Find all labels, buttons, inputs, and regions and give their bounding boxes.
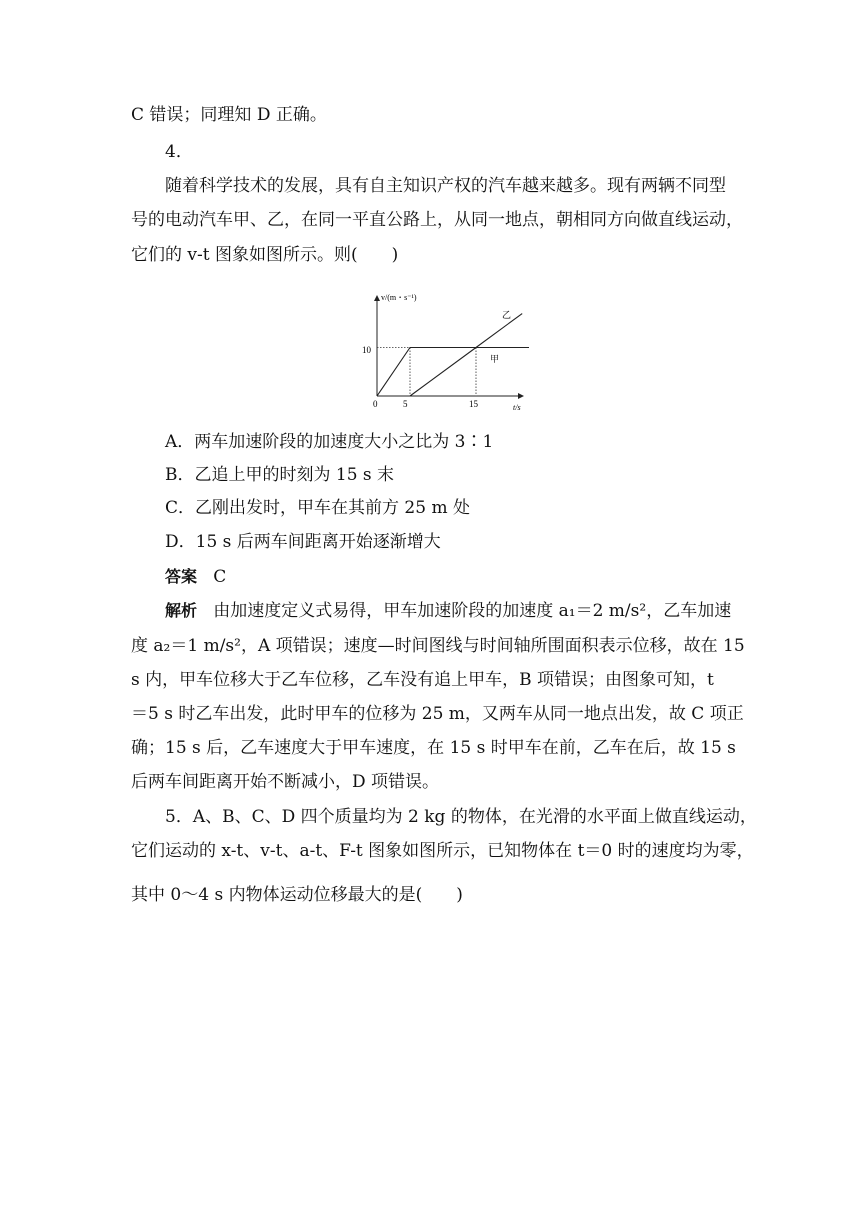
option-b: B．乙追上甲的时刻为 15 s 末 (165, 465, 395, 485)
analysis-line-4: ＝5 s 时乙车出发，此时甲车的位移为 25 m，又两车从同一地点出发，故 C 项正 (131, 704, 744, 724)
answer-label: 答案 (165, 567, 198, 586)
line-1: C 错误；同理知 D 正确。 (131, 105, 327, 125)
x-axis-label: t/s (513, 403, 521, 412)
analysis-line-3: s 内，甲车位移大于乙车位移，乙车没有追上甲车，B 项错误；由图象可知，t (131, 670, 714, 690)
question-4-number: 4． (165, 142, 193, 162)
question-5-line-2: 它们运动的 x-t、v-t、a-t、F-t 图象如图所示，已知物体在 t＝0 时的速度均为零， (131, 841, 754, 861)
analysis-text-1: 由加速度定义式易得，甲车加速阶段的加速度 a₁＝2 m/s²，乙车加速 (213, 601, 732, 621)
line-4: 号的电动汽车甲、乙，在同一平直公路上，从同一地点，朝相同方向做直线运动， (131, 210, 743, 230)
y-axis-label: v/(m・s⁻¹) (381, 293, 417, 302)
origin-label: 0 (373, 399, 378, 409)
answer-value: C (213, 567, 227, 587)
analysis-label: 解析 (165, 601, 198, 620)
question-5-line-3: 其中 0～4 s 内物体运动位移最大的是( ) (131, 885, 463, 905)
analysis-line-6: 后两车间距离开始不断减小，D 项错误。 (131, 772, 440, 792)
y-tick-10: 10 (362, 345, 371, 355)
answer-line (165, 566, 226, 588)
x-tick-5: 5 (403, 399, 408, 409)
vt-graph (359, 288, 529, 414)
series-label-jia: 甲 (490, 354, 500, 364)
analysis-line-1 (165, 600, 731, 622)
option-c: C．乙刚出发时，甲车在其前方 25 m 处 (165, 498, 470, 518)
x-tick-15: 15 (469, 399, 478, 409)
option-d: D．15 s 后两车间距离开始逐渐增大 (165, 532, 441, 552)
analysis-line-2: 度 a₂＝1 m/s²，A 项错误；速度—时间图线与时间轴所围面积表示位移，故在 15 (131, 636, 745, 656)
question-5-line-1: 5．A、B、C、D 四个质量均为 2 kg 的物体，在光滑的水平面上做直线运动， (165, 807, 757, 827)
series-line-yi (410, 314, 522, 396)
line-3: 随着科学技术的发展，具有自主知识产权的汽车越来越多。现有两辆不同型 (165, 176, 726, 196)
line-5: 它们的 v-t 图象如图所示。则( ) (131, 245, 399, 265)
option-a: A．两车加速阶段的加速度大小之比为 3∶1 (165, 432, 494, 452)
series-line-jia (377, 348, 529, 397)
series-label-yi: 乙 (502, 310, 512, 320)
analysis-line-5: 确；15 s 后，乙车速度大于甲车速度，在 15 s 时甲车在前，乙车在后，故 15 s (131, 738, 736, 758)
